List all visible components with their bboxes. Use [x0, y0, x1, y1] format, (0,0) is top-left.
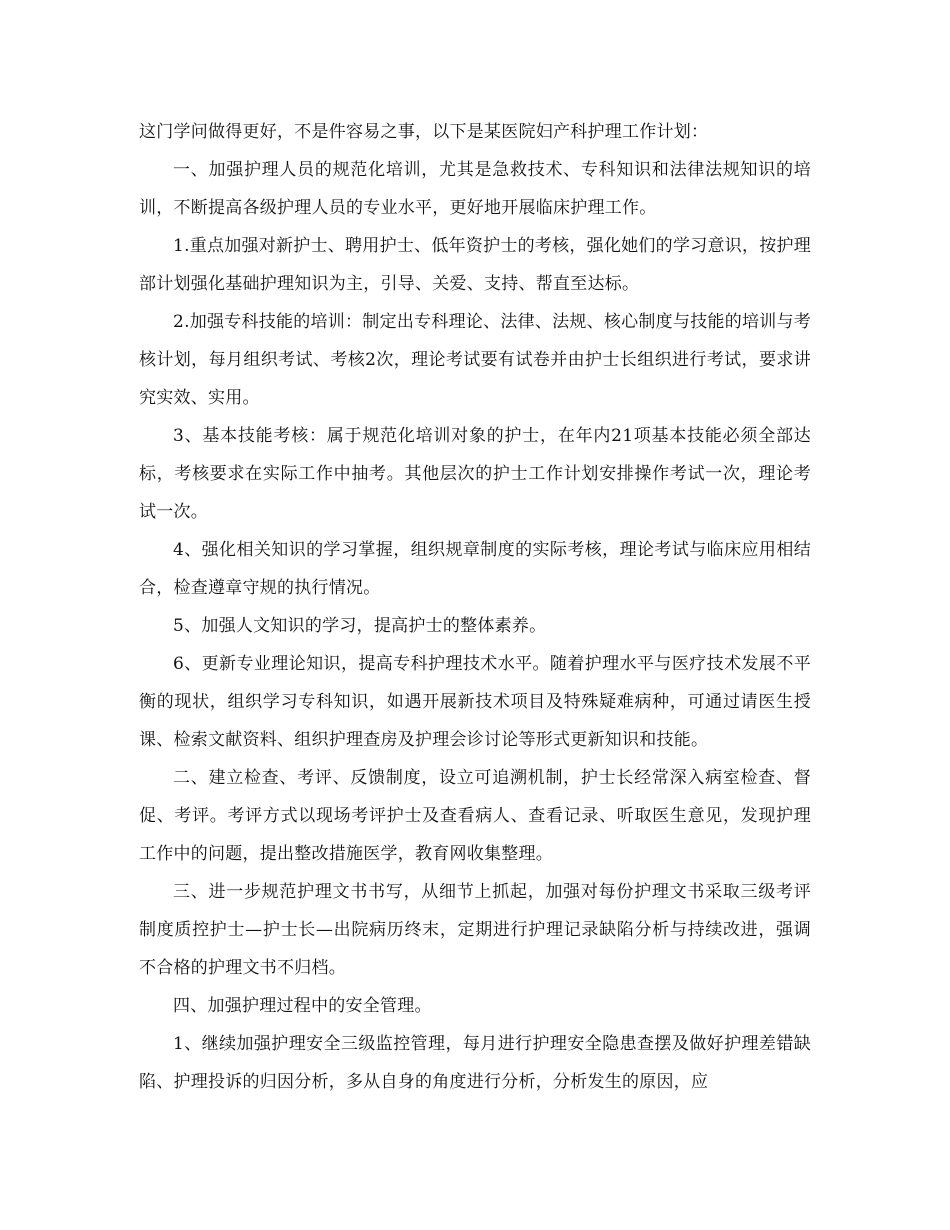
item-1-3-paragraph: 3、基本技能考核：属于规范化培训对象的护士，在年内21项基本技能必须全部达标，考核要求在实际工作中抽考。其他层次的护士工作计划安排操作考试一次，理论考试一次。	[139, 426, 811, 522]
item-4-1-paragraph: 1、继续加强护理安全三级监控管理，每月进行护理安全隐患查摆及做好护理差错缺陷、护理投诉的归因分析，多从自身的角度进行分析，分析发生的原因，应	[139, 1034, 811, 1092]
section-1-paragraph: 一、加强护理人员的规范化培训，尤其是急救技术、专科知识和法律法规知识的培训，不断提高各级护理人员的专业水平，更好地开展临床护理工作。	[139, 160, 811, 218]
item-1-6-paragraph: 6、更新专业理论知识，提高专科护理技术水平。随着护理水平与医疗技术发展不平衡的现状，组织学习专科知识，如遇开展新技术项目及特殊疑难病种，可通过请医生授课、检索文献资料、组织护理查房及护理会诊讨论等形式更新知识和技能。	[139, 654, 811, 750]
item-1-2-paragraph: 2.加强专科技能的培训：制定出专科理论、法律、法规、核心制度与技能的培训与考核计划，每月组织考试、考核2次，理论考试要有试卷并由护士长组织进行考试，要求讲究实效、实用。	[139, 312, 811, 408]
intro-paragraph: 这门学问做得更好，不是件容易之事，以下是某医院妇产科护理工作计划：	[139, 122, 709, 142]
section-3-paragraph: 三、进一步规范护理文书书写，从细节上抓起，加强对每份护理文书采取三级考评制度质控护士—护士长—出院病历终末，定期进行护理记录缺陷分析与持续改进，强调不合格的护理文书不归档。	[139, 882, 811, 978]
section-2-paragraph: 二、建立检查、考评、反馈制度，设立可追溯机制，护士长经常深入病室检查、督促、考评。考评方式以现场考评护士及查看病人、查看记录、听取医生意见，发现护理工作中的问题，提出整改措施医学，教育网收集整理。	[139, 768, 811, 864]
item-1-5-paragraph: 5、加强人文知识的学习，提高护士的整体素养。	[173, 616, 547, 636]
section-4-heading: 四、加强护理过程中的安全管理。	[173, 996, 432, 1016]
item-1-4-paragraph: 4、强化相关知识的学习掌握，组织规章制度的实际考核，理论考试与临床应用相结合，检查遵章守规的执行情况。	[139, 540, 811, 598]
document-body	[139, 113, 811, 1101]
item-1-1-paragraph: 1.重点加强对新护士、聘用护士、低年资护士的考核，强化她们的学习意识，按护理部计划强化基础护理知识为主，引导、关爱、支持、帮直至达标。	[139, 236, 811, 294]
